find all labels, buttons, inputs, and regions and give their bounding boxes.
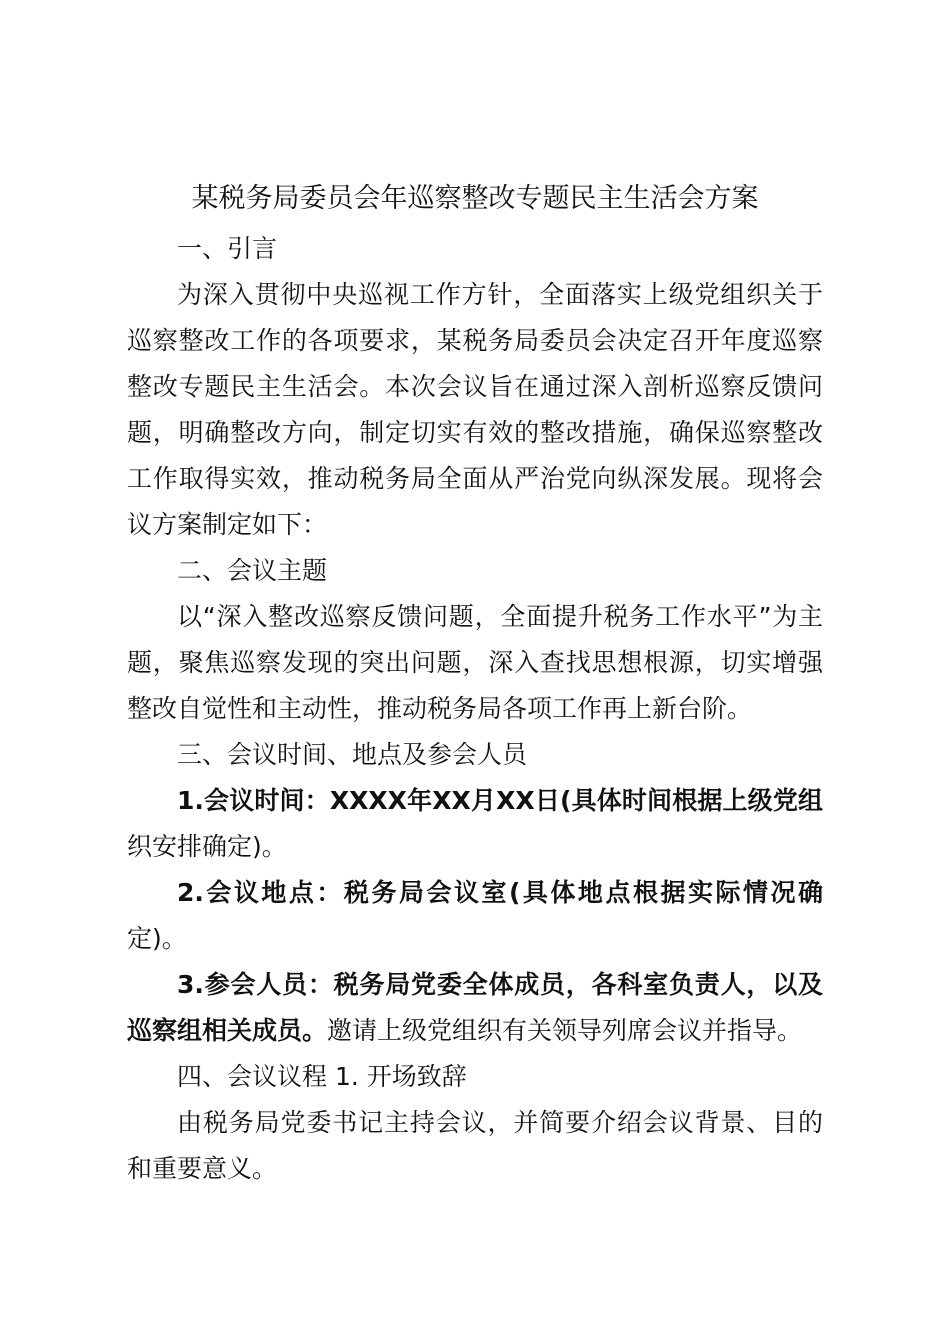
section-heading-agenda: 四、会议议程 1. 开场致辞 xyxy=(177,1062,467,1091)
item-meeting-place-normal: 定)。 xyxy=(127,924,187,953)
item-attendees-normal: 邀请上级党组织有关领导列席会议并指导。 xyxy=(327,1016,803,1045)
item-meeting-time-bold: 1.会议时间：XXXX年XX月XX日(具体时间根据上级党组 xyxy=(177,786,823,815)
section-heading-theme: 二、会议主题 xyxy=(177,556,328,585)
section-paragraph-introduction: 为深入贯彻中央巡视工作方针，全面落实上级党组织关于巡察整改工作的各项要求，某税务局委员会决定召开年度巡察整改专题民主生活会。本次会议旨在通过深入剖析巡察反馈问题，明确整改方向，制定切实有效的整改措施，确保巡察整改工作取得实效，推动税务局全面从严治党向纵深发展。现将会议方案制定如下： xyxy=(127,280,823,539)
section-heading-introduction: 一、引言 xyxy=(177,234,278,263)
item-meeting-place-bold: 2.会议地点：税务局会议室(具体地点根据实际情况确 xyxy=(177,878,823,907)
document-body xyxy=(127,172,823,1192)
item-meeting-time xyxy=(127,778,823,870)
item-meeting-time-normal: 织安排确定)。 xyxy=(127,832,287,861)
section-paragraph-theme: 以“深入整改巡察反馈问题，全面提升税务工作水平”为主题，聚焦巡察发现的突出问题，深入查找思想根源，切实增强整改自觉性和主动性，推动税务局各项工作再上新台阶。 xyxy=(127,602,823,723)
item-attendees xyxy=(127,962,823,1054)
section-paragraph-agenda: 由税务局党委书记主持会议，并简要介绍会议背景、目的和重要意义。 xyxy=(127,1108,823,1183)
section-heading-time-place-attendees: 三、会议时间、地点及参会人员 xyxy=(177,740,528,769)
item-meeting-place xyxy=(127,870,823,962)
document-title: 某税务局委员会年巡察整改专题民主生活会方案 xyxy=(191,183,759,214)
item-attendees-bold: 3.参会人员：税务局党委全体成员，各科室负责人，以及巡察组相关成员。 xyxy=(127,970,823,1045)
